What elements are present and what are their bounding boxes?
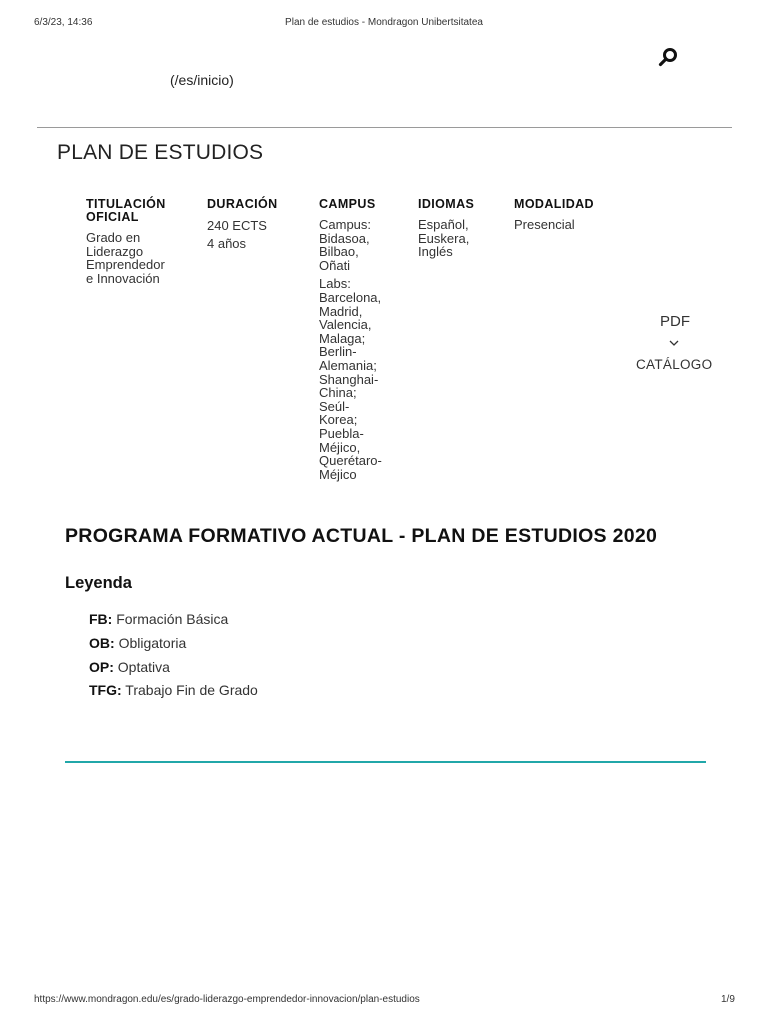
print-datetime: 6/3/23, 14:36 [34,17,93,28]
print-page-title: Plan de estudios - Mondragon Unibertsitatea [285,17,483,28]
section-divider [65,761,706,763]
legend-item-ob [89,635,186,651]
legend-item-op [89,659,170,675]
home-link[interactable]: (/es/inicio) [170,72,234,88]
legend-item-fb [89,611,228,627]
legend-abbr: OB: [89,635,115,651]
legend-text: Formación Básica [116,611,229,627]
legend-title: Leyenda [65,574,132,592]
info-column-duracion [207,198,302,253]
info-line: China; [319,385,357,401]
info-line: 4 años [207,236,247,251]
info-line: Labs: [319,276,351,292]
info-line: e Innovación [86,270,160,286]
info-line: Emprendedor [86,257,165,273]
legend-item-tfg [89,682,258,698]
print-url: https://www.mondragon.edu/es/grado-liderazgo-emprendedor-innovacion/plan-estudios [34,994,420,1005]
legend-abbr: OP: [89,659,114,675]
info-line: Inglés [418,244,453,260]
info-value-modalidad [514,218,614,232]
info-value-idiomas [418,218,503,259]
legend-abbr: FB: [89,611,113,627]
legend-text: Trabajo Fin de Grado [125,682,258,698]
info-line: Seúl- [319,398,350,414]
info-line: Valencia, [319,317,372,333]
info-label-duracion: DURACIÓN [207,197,278,211]
info-value-titulacion [86,231,186,285]
legend-abbr: TFG: [89,682,122,698]
info-line: Bilbao, [319,244,359,260]
info-label-idiomas: IDIOMAS [418,197,475,211]
page-title: PLAN DE ESTUDIOS [57,141,264,164]
info-value-campus [319,218,409,481]
info-column-campus [319,198,409,481]
info-line: Presencial [514,217,575,232]
info-line: Barcelona, [319,289,382,305]
print-page-number: 1/9 [721,994,735,1005]
header-divider [37,127,732,128]
info-label-modalidad: MODALIDAD [514,197,594,211]
info-label-campus: CAMPUS [319,197,376,211]
info-line: Korea; [319,412,358,428]
info-line: Grado en [86,230,141,245]
info-line: Berlin- [319,344,357,360]
info-line: Campus: [319,217,372,232]
programa-title: PROGRAMA FORMATIVO ACTUAL - PLAN DE ESTUDIOS 2020 [65,525,658,547]
info-line: Madrid, [319,303,363,319]
pdf-download-link[interactable]: PDF [660,313,690,330]
info-column-titulacion [86,198,186,285]
info-column-modalidad [514,198,614,232]
info-line: Méjico, [319,439,361,455]
info-line: Liderazgo [86,243,144,259]
legend-text: Obligatoria [118,635,187,651]
info-line: Querétaro- [319,453,382,469]
search-icon[interactable] [656,46,680,70]
info-line: Euskera, [418,230,470,246]
info-line: Alemania; [319,357,377,373]
info-line: Méjico [319,466,357,482]
info-label-titulacion: TITULACIÓN OFICIAL [86,197,166,224]
info-line: Bidasoa, [319,230,370,246]
legend-text: Optativa [117,659,170,675]
info-value-duracion [207,217,302,253]
info-line: Español, [418,217,469,232]
info-column-idiomas [418,198,503,259]
info-line: Puebla- [319,425,364,441]
info-line: Malaga; [319,330,366,346]
info-line: 240 ECTS [207,218,267,233]
chevron-down-icon[interactable] [668,334,680,342]
catalog-link[interactable]: CATÁLOGO [636,357,713,372]
info-line: Shanghai- [319,371,379,387]
info-line: Oñati [319,257,351,273]
